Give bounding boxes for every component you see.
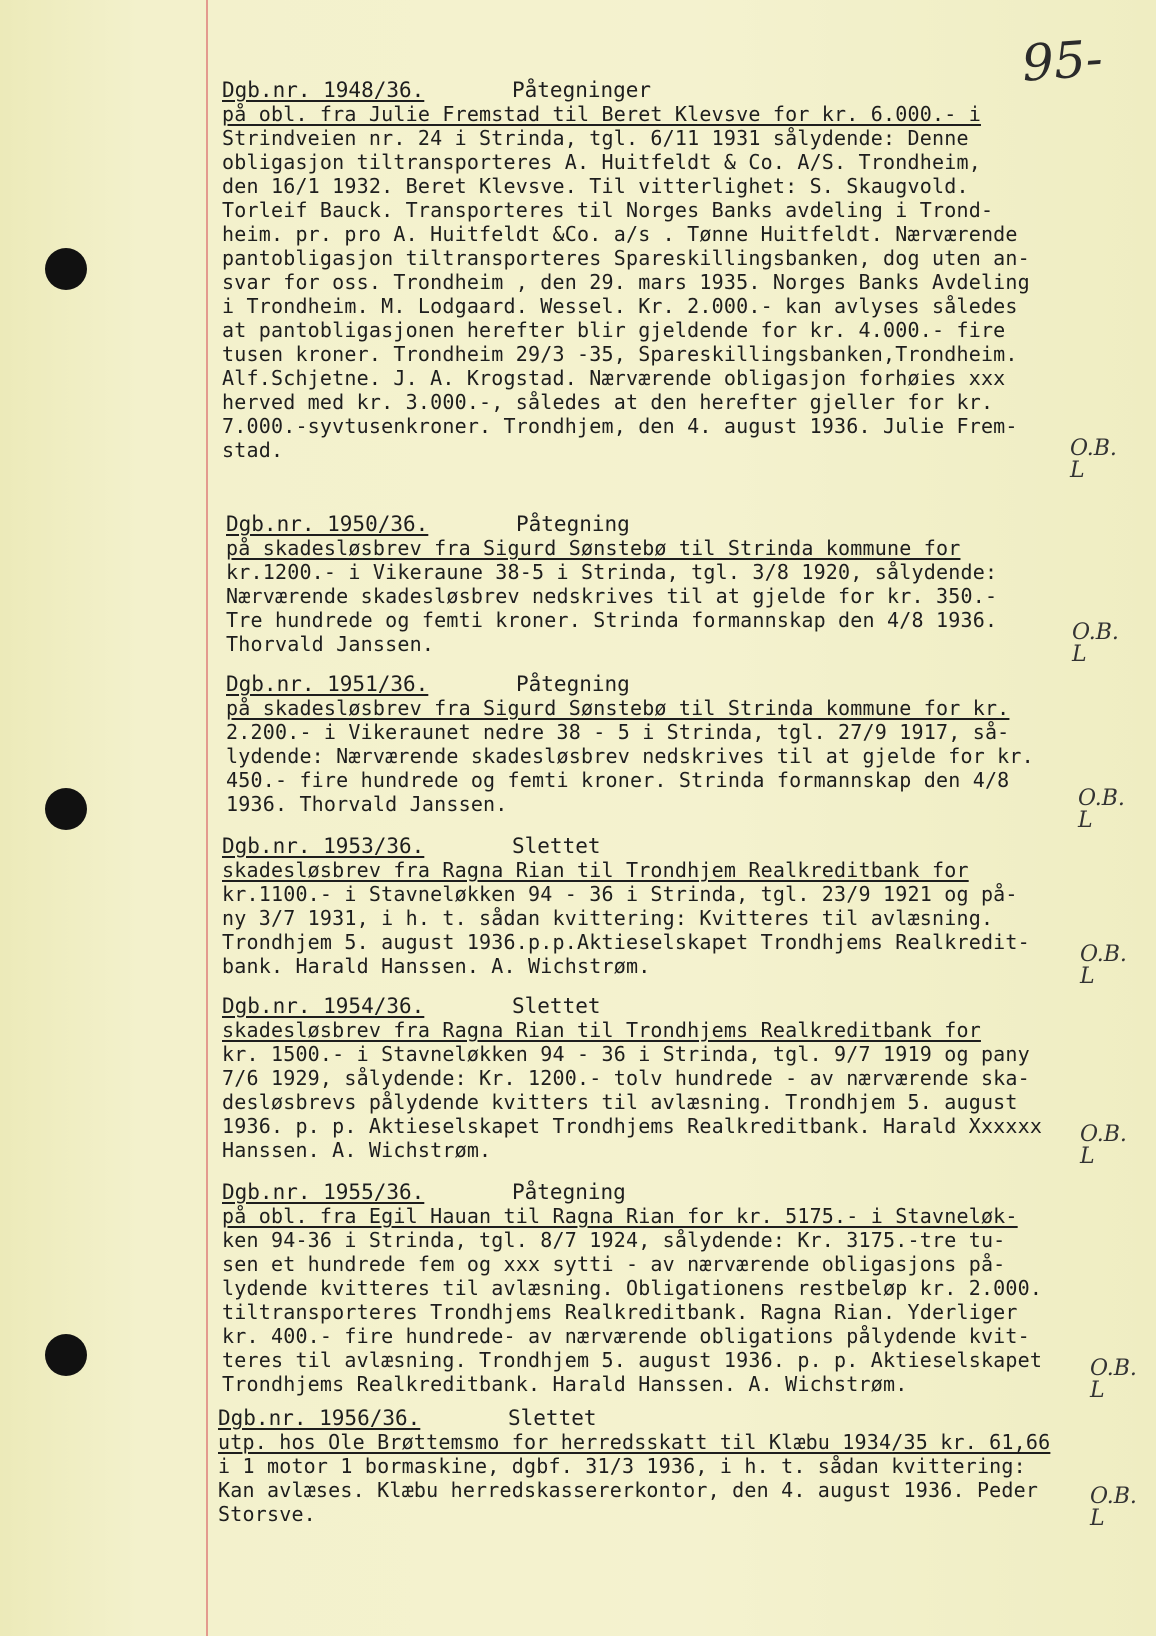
entry-number: Dgb.nr. 1948/36.	[222, 78, 425, 102]
entry-text-line: lydende kvitteres til avlæsning. Obligationens restbeløp kr. 2.000.	[222, 1276, 1043, 1300]
entry-text-line: Trondhjem 5. august 1936.p.p.Aktieselskapet Trondhjems Realkredit-	[222, 930, 1030, 954]
entry-text-line: utp. hos Ole Brøttemsmo for herredsskatt til Klæbu 1934/35 kr. 61,66	[218, 1430, 1051, 1454]
entry-header	[218, 1406, 1138, 1430]
handwritten-initials: O.B. L	[1072, 620, 1119, 667]
ledger-entry	[226, 672, 1146, 816]
entry-text-line: bank. Harald Hanssen. A. Wichstrøm.	[222, 954, 651, 978]
entry-type: Slettet	[508, 1406, 597, 1430]
entry-text-line: i 1 motor 1 bormaskine, dgbf. 31/3 1936, i h. t. sådan kvittering:	[218, 1454, 1026, 1478]
entry-text-line: den 16/1 1932. Beret Klevsve. Til vitterlighet: S. Skaugvold.	[222, 174, 969, 198]
entry-text-line: Strindveien nr. 24 i Strinda, tgl. 6/11 1931 sålydende: Denne	[222, 126, 969, 150]
entry-header	[226, 512, 1146, 536]
entry-text	[222, 1018, 1142, 1162]
entry-text-line: kr. 1500.- i Stavneløkken 94 - 36 i Strinda, tgl. 9/7 1919 og pany	[222, 1042, 1030, 1066]
page-number: 95-	[1020, 29, 1105, 93]
entry-text-line: Trondhjems Realkreditbank. Harald Hanssen. A. Wichstrøm.	[222, 1372, 908, 1396]
entry-text	[226, 536, 1146, 656]
margin-line	[206, 0, 208, 1636]
handwritten-initials: O.B. L	[1090, 1484, 1137, 1531]
ledger-entry	[222, 78, 1142, 462]
entry-text-line: på obl. fra Egil Hauan til Ragna Rian for kr. 5175.- i Stavneløk-	[222, 1204, 1018, 1228]
entry-text-line: i Trondheim. M. Lodgaard. Wessel. Kr. 2.000.- kan avlyses således	[222, 294, 1018, 318]
ledger-entry	[222, 1180, 1142, 1396]
entry-text-line: Nærværende skadesløsbrev nedskrives til at gjelde for kr. 350.-	[226, 584, 998, 608]
entry-text-line: at pantobligasjonen herefter blir gjeldende for kr. 4.000.- fire	[222, 318, 1006, 342]
entry-text-line: kr. 400.- fire hundrede- av nærværende obligations pålydende kvit-	[222, 1324, 1030, 1348]
entry-text-line: ny 3/7 1931, i h. t. sådan kvittering: Kvitteres til avlæsning.	[222, 906, 994, 930]
entry-text-line: skadesløsbrev fra Ragna Rian til Trondhjems Realkreditbank for	[222, 1018, 981, 1042]
entry-type: Påtegning	[516, 672, 630, 696]
entry-header	[222, 834, 1142, 858]
entry-header	[226, 672, 1146, 696]
punch-hole	[45, 1334, 87, 1376]
handwritten-initials: O.B. L	[1090, 1356, 1137, 1403]
handwritten-initials: O.B. L	[1070, 436, 1117, 483]
entry-text	[222, 858, 1142, 978]
entry-type: Påtegninger	[512, 78, 652, 102]
entry-text-line: Tre hundrede og femti kroner. Strinda formannskap den 4/8 1936.	[226, 608, 998, 632]
entry-text-line: 7/6 1929, sålydende: Kr. 1200.- tolv hundrede - av nærværende ska-	[222, 1066, 1030, 1090]
punch-hole	[45, 788, 87, 830]
entry-text-line: Hanssen. A. Wichstrøm.	[222, 1138, 492, 1162]
entry-text-line: på obl. fra Julie Fremstad til Beret Klevsve for kr. 6.000.- i	[222, 102, 981, 126]
entry-text-line: 1936. p. p. Aktieselskapet Trondhjems Realkreditbank. Harald Xxxxxx	[222, 1114, 1043, 1138]
entry-text-line: Alf.Schjetne. J. A. Krogstad. Nærværende obligasjon forhøies xxx	[222, 366, 1006, 390]
entry-type: Slettet	[512, 834, 601, 858]
entry-text	[222, 102, 1142, 462]
ledger-entry	[222, 994, 1142, 1162]
entry-text-line: 2.200.- i Vikeraunet nedre 38 - 5 i Strinda, tgl. 27/9 1917, så-	[226, 720, 1010, 744]
entry-text-line: tusen kroner. Trondheim 29/3 -35, Spareskillingsbanken,Trondheim.	[222, 342, 1018, 366]
entry-text-line: Thorvald Janssen.	[226, 632, 435, 656]
entry-text-line: stad.	[222, 438, 284, 462]
handwritten-initials: O.B. L	[1078, 786, 1125, 833]
entry-text-line: kr.1100.- i Stavneløkken 94 - 36 i Strinda, tgl. 23/9 1921 og på-	[222, 882, 1018, 906]
entry-header	[222, 994, 1142, 1018]
entry-number: Dgb.nr. 1954/36.	[222, 994, 425, 1018]
entry-text-line: sen et hundrede fem og xxx sytti - av nærværende obligasjons på-	[222, 1252, 1006, 1276]
handwritten-initials: O.B. L	[1080, 1122, 1127, 1169]
entry-text-line: herved med kr. 3.000.-, således at den herefter gjeller for kr.	[222, 390, 994, 414]
entry-text-line: på skadesløsbrev fra Sigurd Sønstebø til Strinda kommune for	[226, 536, 961, 560]
entry-text	[226, 696, 1146, 816]
entry-text-line: desløsbrevs pålydende kvitters til avlæsning. Trondhjem 5. august	[222, 1090, 1018, 1114]
entry-text-line: heim. pr. pro A. Huitfeldt &Co. a/s . Tønne Huitfeldt. Nærværende	[222, 222, 1018, 246]
ledger-entry	[226, 512, 1146, 656]
entry-text-line: ken 94-36 i Strinda, tgl. 8/7 1924, sålydende: Kr. 3175.-tre tu-	[222, 1228, 1006, 1252]
entry-text-line: 7.000.-syvtusenkroner. Trondhjem, den 4. august 1936. Julie Frem-	[222, 414, 1018, 438]
entry-text-line: Storsve.	[218, 1502, 316, 1526]
entry-text-line: obligasjon tiltransporteres A. Huitfeldt & Co. A/S. Trondheim,	[222, 150, 981, 174]
handwritten-initials: O.B. L	[1080, 942, 1127, 989]
entry-text-line: svar for oss. Trondheim , den 29. mars 1935. Norges Banks Avdeling	[222, 270, 1030, 294]
entry-text-line: Torleif Bauck. Transporteres til Norges Banks avdeling i Trond-	[222, 198, 994, 222]
entry-text-line: 450.- fire hundrede og femti kroner. Strinda formannskap den 4/8	[226, 768, 1010, 792]
entry-text-line: pantobligasjon tiltransporteres Spareskillingsbanken, dog uten an-	[222, 246, 1030, 270]
entry-text-line: skadesløsbrev fra Ragna Rian til Trondhjem Realkreditbank for	[222, 858, 969, 882]
entry-number: Dgb.nr. 1955/36.	[222, 1180, 425, 1204]
entry-number: Dgb.nr. 1951/36.	[226, 672, 429, 696]
entry-text-line: på skadesløsbrev fra Sigurd Sønstebø til Strinda kommune for kr.	[226, 696, 1010, 720]
entry-header	[222, 78, 1142, 102]
entry-text-line: tiltransporteres Trondhjems Realkreditbank. Ragna Rian. Yderliger	[222, 1300, 1018, 1324]
punch-hole	[45, 248, 87, 290]
entry-text	[218, 1430, 1138, 1526]
entry-text	[222, 1204, 1142, 1396]
entry-text-line: teres til avlæsning. Trondhjem 5. august 1936. p. p. Aktieselskapet	[222, 1348, 1043, 1372]
entry-text-line: kr.1200.- i Vikeraune 38-5 i Strinda, tgl. 3/8 1920, sålydende:	[226, 560, 998, 584]
entry-type: Påtegning	[512, 1180, 626, 1204]
entry-number: Dgb.nr. 1953/36.	[222, 834, 425, 858]
entry-text-line: lydende: Nærværende skadesløsbrev nedskrives til at gjelde for kr.	[226, 744, 1034, 768]
entry-text-line: 1936. Thorvald Janssen.	[226, 792, 508, 816]
entry-header	[222, 1180, 1142, 1204]
entry-number: Dgb.nr. 1956/36.	[218, 1406, 421, 1430]
ledger-entry	[222, 834, 1142, 978]
ledger-entry	[218, 1406, 1138, 1526]
entry-type: Påtegning	[516, 512, 630, 536]
entry-type: Slettet	[512, 994, 601, 1018]
entry-text-line: Kan avlæses. Klæbu herredskassererkontor, den 4. august 1936. Peder	[218, 1478, 1039, 1502]
entry-number: Dgb.nr. 1950/36.	[226, 512, 429, 536]
